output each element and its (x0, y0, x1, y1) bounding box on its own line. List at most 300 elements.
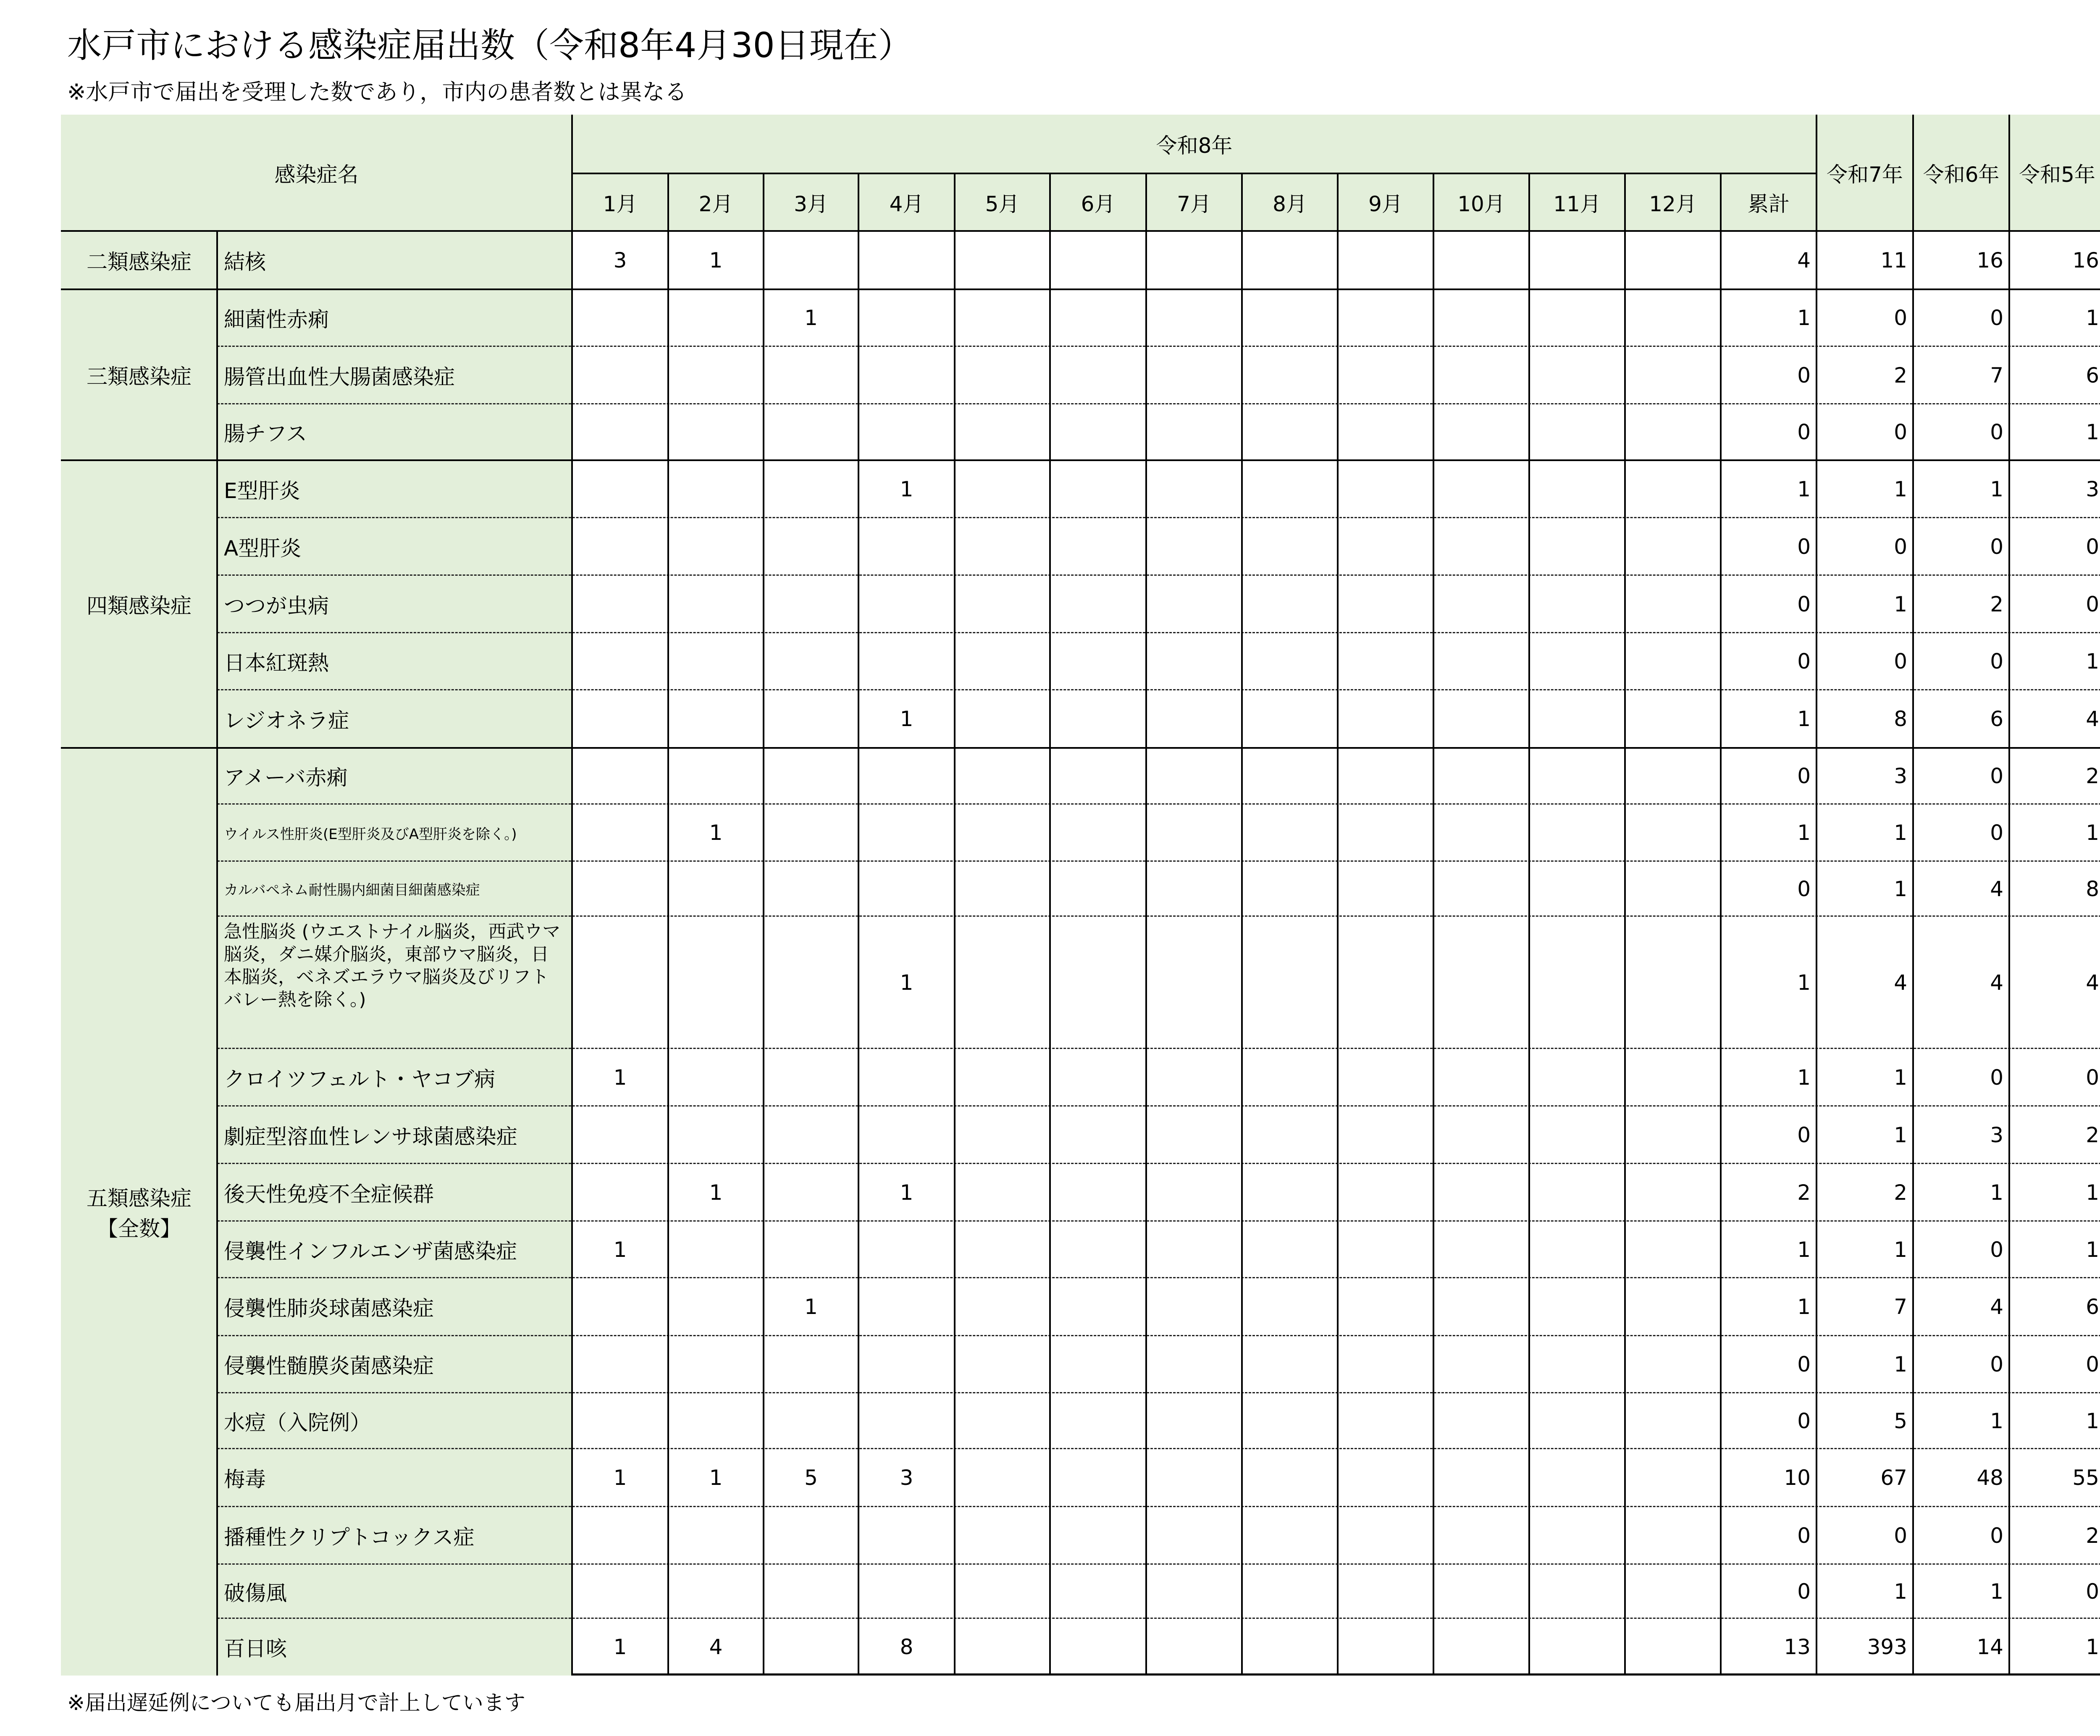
month-count (1433, 1336, 1529, 1393)
month-count (1050, 690, 1146, 748)
disease-name: つつが虫病 (217, 575, 572, 633)
page-title: 水戸市における感染症届出数（令和8年4月30日現在） (67, 26, 913, 66)
row-divider (217, 803, 2100, 805)
cumulative-count: 0 (1797, 1408, 1811, 1433)
prior-year-count: 0 (2086, 534, 2099, 559)
month-count (955, 690, 1050, 748)
cumulative-count: 4 (1797, 248, 1811, 273)
row-divider (217, 1563, 2100, 1565)
column-divider (1433, 173, 1434, 1676)
row-divider (217, 403, 2100, 404)
month-count (858, 804, 955, 861)
month-count (572, 1564, 668, 1618)
prior-year-count: 48 (1977, 1466, 2003, 1490)
month-count (1338, 518, 1433, 575)
row-divider (217, 632, 2100, 633)
prior-year-count: 0 (2086, 1352, 2099, 1377)
cumulative-count: 0 (1797, 876, 1811, 901)
month-count (1050, 804, 1146, 861)
prior-year-count: 0 (1990, 1237, 2003, 1262)
month-count (1625, 1564, 1721, 1618)
month-count (1625, 861, 1721, 916)
prior-year-count: 2 (2086, 1523, 2099, 1548)
month-count: 4 (709, 1635, 723, 1659)
month-count (1242, 231, 1338, 289)
month-count (1050, 289, 1146, 346)
month-count (572, 1278, 668, 1336)
month-count (572, 1164, 668, 1221)
month-count (1050, 916, 1146, 1049)
cumulative-count: 1 (1797, 970, 1811, 995)
prior-year-count: 7 (1990, 363, 2003, 388)
month-count (1242, 1393, 1338, 1449)
month-count (1529, 575, 1625, 633)
month-count (572, 1106, 668, 1164)
month-count (955, 861, 1050, 916)
month-count (1146, 804, 1242, 861)
month-count (1146, 518, 1242, 575)
month-count (1625, 460, 1721, 518)
month-count (1338, 1507, 1433, 1564)
month-count (1146, 633, 1242, 690)
disease-name: 急性脳炎 (ウエストナイル脳炎，西武ウマ脳炎，ダニ媒介脳炎，東部ウマ脳炎，日本脳炎，ベネズエラウマ脳炎及びリフトバレー熱を除く。) (217, 916, 572, 1049)
month-count (1242, 1106, 1338, 1164)
month-count (955, 804, 1050, 861)
month-count (1338, 575, 1433, 633)
disease-name: 腸管出血性大腸菌感染症 (217, 346, 572, 404)
month-count (955, 1618, 1050, 1676)
column-divider (2008, 115, 2010, 1676)
month-count (668, 1564, 764, 1618)
month-count (1433, 404, 1529, 460)
month-count (668, 289, 764, 346)
cumulative-count: 1 (1797, 1237, 1811, 1262)
column-divider (858, 173, 859, 1676)
month-count (858, 1336, 955, 1393)
prior-year-count: 0 (1894, 306, 1907, 330)
month-count (1625, 1106, 1721, 1164)
month-count (764, 748, 858, 804)
row-divider (217, 574, 2100, 576)
month-count (1050, 1221, 1146, 1278)
month-count (1146, 1278, 1242, 1336)
month-count (764, 404, 858, 460)
disease-name: 百日咳 (217, 1618, 572, 1676)
month-count (764, 460, 858, 518)
month-count (668, 748, 764, 804)
month-count (572, 346, 668, 404)
prior-year-count: 8 (1894, 707, 1907, 731)
month-count (1338, 804, 1433, 861)
month-count (1146, 1449, 1242, 1507)
prior-year-count: 1 (1990, 1579, 2003, 1604)
month-count (1146, 916, 1242, 1049)
month-header: 9月 (1338, 173, 1433, 231)
row-divider (217, 346, 2100, 347)
month-count (1050, 633, 1146, 690)
prior-year-count: 2 (2086, 764, 2099, 788)
month-count (1433, 690, 1529, 748)
month-header: 12月 (1625, 173, 1721, 231)
month-count (1433, 346, 1529, 404)
month-count (955, 289, 1050, 346)
cumulative-count: 0 (1797, 1122, 1811, 1147)
month-count (1146, 1564, 1242, 1618)
prior-year-count: 3 (1894, 764, 1907, 788)
infection-count-table (61, 115, 2100, 1676)
disease-name: レジオネラ症 (217, 690, 572, 748)
month-count (1146, 1336, 1242, 1393)
month-count (668, 404, 764, 460)
column-divider (1816, 115, 1817, 1676)
month-count: 1 (613, 1065, 627, 1090)
prior-year-count: 4 (1990, 876, 2003, 901)
cumulative-count: 0 (1797, 649, 1811, 674)
disease-name: 後天性免疫不全症候群 (217, 1164, 572, 1221)
month-count (1242, 1507, 1338, 1564)
month-count (1338, 1164, 1433, 1221)
month-count (572, 460, 668, 518)
prior-year-count: 1 (1894, 1065, 1907, 1090)
month-count (1625, 804, 1721, 861)
prior-year-count: 0 (1894, 1523, 1907, 1548)
prior-year-count: 0 (2086, 1579, 2099, 1604)
prior-year-count: 0 (1990, 1065, 2003, 1090)
month-count (1050, 1049, 1146, 1106)
prior-year-count: 0 (1990, 1352, 2003, 1377)
month-count: 1 (900, 1180, 914, 1205)
month-count (1146, 231, 1242, 289)
row-divider (61, 288, 2100, 290)
column-divider (954, 173, 956, 1676)
month-count (1050, 460, 1146, 518)
month-count (1625, 1221, 1721, 1278)
category-label: 五類感染症 【全数】 (61, 748, 217, 1676)
month-count (1242, 404, 1338, 460)
month-count (858, 1278, 955, 1336)
month-count (1338, 1221, 1433, 1278)
month-count (1433, 1618, 1529, 1676)
month-count (1338, 404, 1433, 460)
month-count (955, 1164, 1050, 1221)
month-count (1242, 916, 1338, 1049)
month-count (668, 346, 764, 404)
month-count (1433, 1278, 1529, 1336)
prior-year-count: 0 (1990, 306, 2003, 330)
month-count (1338, 633, 1433, 690)
month-count (1338, 748, 1433, 804)
cumulative-count: 0 (1797, 420, 1811, 444)
month-count (1338, 1049, 1433, 1106)
month-count (1625, 1449, 1721, 1507)
month-count (1625, 1507, 1721, 1564)
month-count (858, 1106, 955, 1164)
month-count (764, 861, 858, 916)
footnote: ※届出遅延例についても届出月で計上しています (67, 1691, 525, 1715)
month-count (1338, 1564, 1433, 1618)
month-count (1433, 1449, 1529, 1507)
prior-year-count: 1 (1990, 1408, 2003, 1433)
prior-year-count: 4 (1990, 1295, 2003, 1319)
month-count (1529, 1507, 1625, 1564)
month-count (858, 1049, 955, 1106)
month-count (955, 1449, 1050, 1507)
month-count (1146, 748, 1242, 804)
month-count (1433, 289, 1529, 346)
month-count (1242, 633, 1338, 690)
month-count (1433, 861, 1529, 916)
month-count (1146, 346, 1242, 404)
month-count: 1 (613, 1466, 627, 1490)
disease-name: 侵襲性インフルエンザ菌感染症 (217, 1221, 572, 1278)
row-divider (61, 747, 2100, 749)
month-count (1050, 231, 1146, 289)
column-divider (1337, 173, 1339, 1676)
month-header: 11月 (1529, 173, 1625, 231)
prior-year-count: 7 (1894, 1295, 1907, 1319)
prior-year-count: 1 (1990, 1180, 2003, 1205)
disease-name: 水痘（入院例） (217, 1393, 572, 1449)
row-divider (572, 173, 1816, 174)
month-count (1529, 1618, 1625, 1676)
cumulative-header: 累計 (1721, 173, 1816, 231)
month-count (1146, 1221, 1242, 1278)
month-count (764, 1507, 858, 1564)
month-count (1242, 1449, 1338, 1507)
month-count: 1 (709, 1466, 723, 1490)
month-header: 5月 (955, 173, 1050, 231)
month-count (1529, 1049, 1625, 1106)
month-count (1433, 633, 1529, 690)
disease-name: 侵襲性髄膜炎菌感染症 (217, 1336, 572, 1393)
month-count (955, 1336, 1050, 1393)
month-count (1050, 518, 1146, 575)
month-count (572, 916, 668, 1049)
month-count (572, 633, 668, 690)
row-divider (217, 1392, 2100, 1393)
month-count (1338, 460, 1433, 518)
month-count (668, 1278, 764, 1336)
month-count (1242, 518, 1338, 575)
row-divider (217, 1448, 2100, 1449)
prior-year-count: 3 (2086, 477, 2099, 501)
prior-year-count: 1 (1990, 477, 2003, 501)
month-count (1146, 1618, 1242, 1676)
month-count (1338, 861, 1433, 916)
month-count (1529, 1106, 1625, 1164)
disease-name: A型肝炎 (217, 518, 572, 575)
prior-year-count: 55 (2072, 1466, 2099, 1490)
month-count (1050, 1164, 1146, 1221)
month-count (1050, 748, 1146, 804)
month-count (668, 861, 764, 916)
prior-year-count: 1 (2086, 306, 2099, 330)
month-count (955, 1278, 1050, 1336)
month-count (1433, 460, 1529, 518)
month-count: 3 (900, 1466, 914, 1490)
month-count (955, 575, 1050, 633)
month-count (1625, 289, 1721, 346)
column-divider (763, 173, 764, 1676)
month-count (1242, 1278, 1338, 1336)
month-count (572, 804, 668, 861)
disease-name: ウイルス性肝炎(E型肝炎及びA型肝炎を除く。) (217, 804, 572, 861)
month-count (1242, 804, 1338, 861)
disease-name: 破傷風 (217, 1564, 572, 1618)
month-count (1625, 518, 1721, 575)
month-count: 1 (804, 1295, 818, 1319)
month-count (1050, 1106, 1146, 1164)
row-divider (217, 1105, 2100, 1107)
month-count (1625, 690, 1721, 748)
month-count (1146, 404, 1242, 460)
prior-year-count: 2 (2086, 1122, 2099, 1147)
month-count (1529, 460, 1625, 518)
prior-year-count: 1 (2086, 420, 2099, 444)
month-count (1338, 1618, 1433, 1676)
prior-year-count: 393 (1867, 1635, 1907, 1659)
month-count (1050, 1507, 1146, 1564)
cumulative-count: 0 (1797, 764, 1811, 788)
column-divider (667, 173, 669, 1676)
cumulative-count: 1 (1797, 1295, 1811, 1319)
month-count (1146, 1393, 1242, 1449)
month-count: 1 (900, 970, 914, 995)
prior-year-count: 1 (1894, 592, 1907, 616)
month-count (668, 690, 764, 748)
month-count (1529, 404, 1625, 460)
month-count (1146, 690, 1242, 748)
month-count: 1 (900, 477, 914, 501)
month-count (1625, 1278, 1721, 1336)
month-count (668, 633, 764, 690)
month-count (1529, 1221, 1625, 1278)
month-count (1242, 1221, 1338, 1278)
month-count (955, 1221, 1050, 1278)
column-divider (1528, 173, 1530, 1676)
month-count (764, 1106, 858, 1164)
month-count (668, 1336, 764, 1393)
month-count (572, 690, 668, 748)
month-count (1338, 1449, 1433, 1507)
prior-year-count: 2 (1894, 1180, 1907, 1205)
month-count (1242, 1618, 1338, 1676)
month-count (1338, 1106, 1433, 1164)
prior-year-count: 6 (1990, 707, 2003, 731)
cumulative-count: 0 (1797, 1523, 1811, 1548)
month-count (668, 1507, 764, 1564)
month-count (1242, 1164, 1338, 1221)
row-divider (61, 230, 2100, 232)
month-count (1529, 1336, 1625, 1393)
row-divider (217, 860, 2100, 862)
month-header: 10月 (1433, 173, 1529, 231)
disease-name: 腸チフス (217, 404, 572, 460)
prior-year-count: 1 (2086, 821, 2099, 845)
month-count (1338, 1393, 1433, 1449)
month-count: 3 (613, 248, 627, 273)
prior-year-count: 1 (1894, 1352, 1907, 1377)
month-count (955, 518, 1050, 575)
prior-year-count: 16 (1977, 248, 2003, 273)
month-count (1433, 1049, 1529, 1106)
disease-name: 梅毒 (217, 1449, 572, 1507)
month-count (955, 1393, 1050, 1449)
month-count (858, 1221, 955, 1278)
prior-year-count: 1 (1894, 1237, 1907, 1262)
month-count (1242, 346, 1338, 404)
month-count (1050, 861, 1146, 916)
prior-year-count: 0 (1894, 420, 1907, 444)
month-count: 1 (613, 1237, 627, 1262)
month-count (572, 404, 668, 460)
month-header: 2月 (668, 173, 764, 231)
prior-year-header: 令和7年 (1816, 115, 1913, 231)
month-count (1433, 1221, 1529, 1278)
month-count (1338, 346, 1433, 404)
current-year-header: 令和8年 (572, 115, 1816, 173)
page-subtitle: ※水戸市で届出を受理した数であり，市内の患者数とは異なる (67, 79, 687, 105)
prior-year-count: 1 (2086, 1635, 2099, 1659)
month-count (1050, 404, 1146, 460)
month-count (668, 1049, 764, 1106)
cumulative-count: 0 (1797, 363, 1811, 388)
month-count (858, 346, 955, 404)
month-count (955, 748, 1050, 804)
month-count (1433, 518, 1529, 575)
month-count (764, 1564, 858, 1618)
cumulative-count: 2 (1797, 1180, 1811, 1205)
disease-name: 日本紅斑熱 (217, 633, 572, 690)
month-count: 1 (613, 1635, 627, 1659)
prior-year-count: 3 (1990, 1122, 2003, 1147)
prior-year-header: 令和6年 (1913, 115, 2009, 231)
cumulative-count: 0 (1797, 1352, 1811, 1377)
cumulative-count: 10 (1784, 1466, 1811, 1490)
prior-year-count: 6 (2086, 363, 2099, 388)
month-count (955, 1564, 1050, 1618)
month-count (1146, 1164, 1242, 1221)
cumulative-count: 0 (1797, 534, 1811, 559)
month-count (955, 460, 1050, 518)
prior-year-count: 1 (1894, 1122, 1907, 1147)
month-count (858, 518, 955, 575)
month-header: 3月 (764, 173, 858, 231)
prior-year-count: 11 (1880, 248, 1907, 273)
month-count (764, 575, 858, 633)
month-count (1625, 1393, 1721, 1449)
month-count: 8 (900, 1635, 914, 1659)
cumulative-count: 13 (1784, 1635, 1811, 1659)
row-divider (217, 1506, 2100, 1507)
month-count (764, 1221, 858, 1278)
month-count (764, 518, 858, 575)
month-count (1625, 1336, 1721, 1393)
prior-year-count: 0 (1894, 649, 1907, 674)
month-count (1529, 861, 1625, 916)
month-count (764, 633, 858, 690)
category-label: 四類感染症 (61, 460, 217, 748)
cumulative-count: 1 (1797, 477, 1811, 501)
prior-year-count: 2 (1894, 363, 1907, 388)
month-count (1529, 1564, 1625, 1618)
prior-year-count: 0 (1990, 764, 2003, 788)
prior-year-count: 0 (1990, 649, 2003, 674)
month-count (1529, 346, 1625, 404)
month-count (1529, 1393, 1625, 1449)
month-count (1338, 1336, 1433, 1393)
month-count (1050, 1336, 1146, 1393)
